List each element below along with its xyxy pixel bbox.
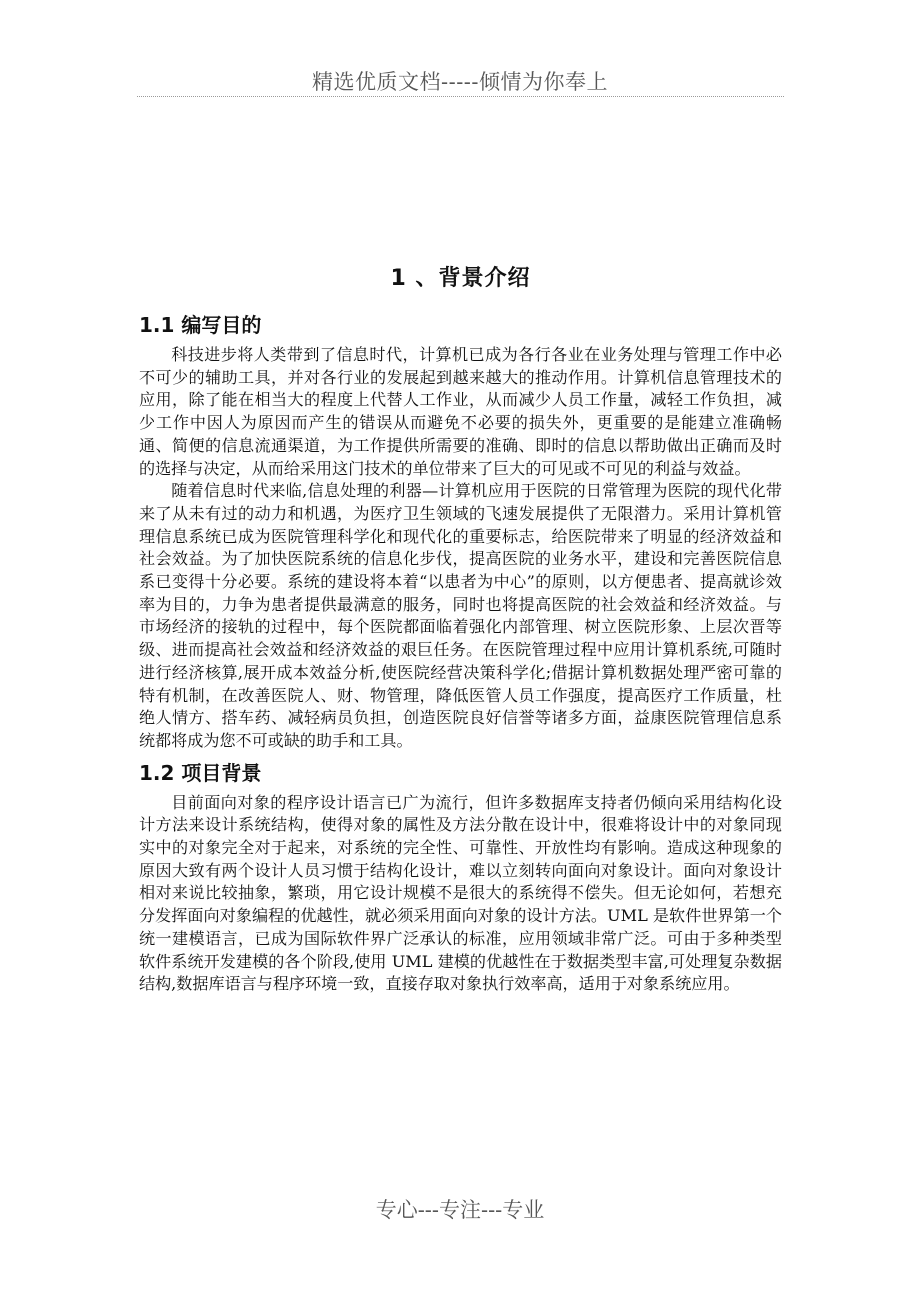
paragraph: 科技进步将人类带到了信息时代，计算机已成为各行各业在业务处理与管理工作中必不可少的辅助工具，并对各行业的发展起到越来越大的推动作用。计算机信息管理技术的应用，除了能在相当大的程度上代替人工作业，从而减少人员工作量，减轻工作负担，减少工作中因人为原因而产生的错误从而避免不必要的损失外，更重要的是能建立准确畅通、简便的信息流通渠道，为工作提供所需要的准确、即时的信息以帮助做出正确而及时的选择与决定，从而给采用这门技术的单位带来了巨大的可见或不可见的利益与效益。 bbox=[139, 345, 782, 478]
paragraph: 随着信息时代来临,信息处理的利器—计算机应用于医院的日常管理为医院的现代化带来了从未有过的动力和机遇，为医疗卫生领域的飞速发展提供了无限潜力。采用计算机管理信息系统已成为医院管理科学化和现代化的重要标志，给医院带来了明显的经济效益和社会效益。为了加快医院系统的信息化步伐，提高医院的业务水平，建设和完善医院信息系已变得十分必要。系统的建设将本着“以患者为中心”的原则，以方便患者、提高就诊效率为目的，力争为患者提供最满意的服务，同时也将提高医院的社会效益和经济效益。与市场经济的接轨的过程中，每个医院都面临着强化内部管理、树立医院形象、上层次晋等级、进而提高社会效益和经济效益的艰巨任务。在医院管理过程中应用计算机系统,可随时进行经济核算,展开成本效益分析,使医院经营决策科学化;借据计算机数据处理严密可靠的特有机制，在改善医院人、财、物管理，降低医管人员工作强度，提高医疗工作质量，杜绝人情方、搭车药、减轻病员负担，创造医院良好信誉等诸多方面，益康医院管理信息系统都将成为您不可或缺的助手和工具。 bbox=[139, 481, 782, 750]
subsection-title-background: 1.2 项目背景 bbox=[139, 760, 262, 785]
running-header: 精选优质文档-----倾情为你奉上 bbox=[312, 70, 608, 94]
document-body bbox=[139, 262, 782, 996]
running-footer: 专心---专注---专业 bbox=[375, 1198, 545, 1222]
section-title: 1 、背景介绍 bbox=[390, 266, 531, 291]
paragraph: 目前面向对象的程序设计语言已广为流行，但许多数据库支持者仍倾向采用结构化设计方法来设计系统结构，使得对象的属性及方法分散在设计中，很难将设计中的对象同现实中的对象完全对于起来，对系统的完全性、可靠性、开放性均有影响。造成这种现象的原因大致有两个设计人员习惯于结构化设计，难以立刻转向面向对象设计。面向对象设计相对来说比较抽象，繁琐，用它设计规模不是很大的系统得不偿失。但无论如何，若想充分发挥面向对象编程的优越性，就必须采用面向对象的设计方法。UML 是软件世界第一个统一建模语言，已成为国际软件界广泛承认的标准，应用领域非常广泛。可由于多种类型软件系统开发建模的各个阶段,使用 UML 建模的优越性在于数据类型丰富,可处理复杂数据结构,数据库语言与程序环境一致，直接存取对象执行效率高，适用于对象系统应用。 bbox=[139, 792, 782, 994]
subsection-title-purpose: 1.1 编写目的 bbox=[139, 313, 262, 337]
header-divider bbox=[137, 96, 784, 97]
